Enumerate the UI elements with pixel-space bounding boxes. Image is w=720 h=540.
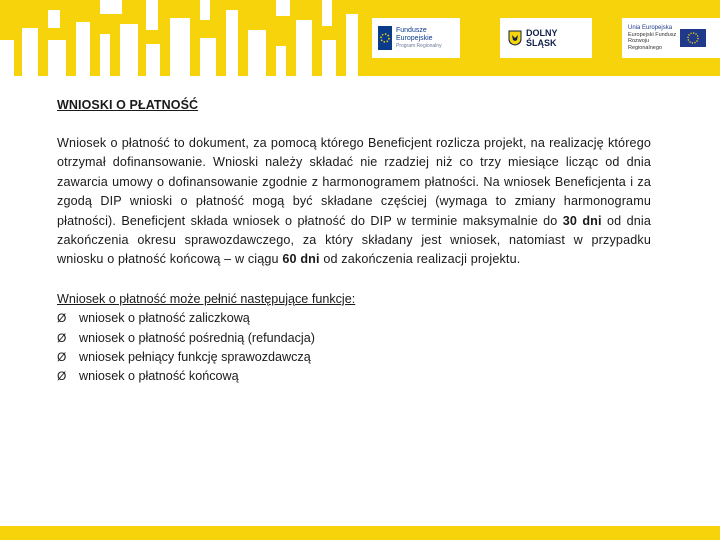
header-pattern	[0, 0, 720, 76]
eagle-crest-icon	[508, 30, 522, 46]
ds-line2: ŚLĄSK	[526, 38, 557, 48]
paragraph-bold-30-days: 30 dni	[562, 213, 602, 228]
logo-dolny-slask	[500, 18, 592, 58]
arrow-bullet-icon: Ø	[57, 330, 67, 345]
paragraph-bold-60-days: 60 dni	[282, 252, 320, 267]
list-item-text: wniosek o płatność zaliczkową	[79, 311, 250, 326]
arrow-bullet-icon: Ø	[57, 369, 67, 384]
document-content	[57, 98, 651, 387]
fe-line3: Program Regionalny	[396, 43, 442, 49]
fe-star-icon	[378, 26, 392, 50]
list-item-text: wniosek pełniący funkcję sprawozdawczą	[79, 350, 311, 365]
header-band	[0, 0, 720, 76]
ds-line1: DOLNY	[526, 28, 558, 38]
document-title: WNIOSKI O PŁATNOŚĆ	[57, 98, 199, 112]
logo-fundusze-europejskie	[372, 18, 460, 58]
function-list	[57, 309, 651, 387]
list-item-text: wniosek o płatność pośrednią (refundacja)	[79, 330, 315, 345]
arrow-bullet-icon: Ø	[57, 311, 67, 326]
footer-band	[0, 526, 720, 540]
paragraph-text-3: od zakończenia realizacji projektu.	[319, 252, 521, 267]
logo-unia-europejska	[622, 18, 720, 58]
ue-line1: Unia Europejska	[628, 25, 673, 31]
arrow-bullet-icon: Ø	[57, 350, 67, 365]
list-heading: Wniosek o płatność może pełnić następujące funkcje:	[57, 291, 356, 306]
paragraph-text-1: Wniosek o płatność to dokument, za pomocą którego Beneficjent rozlicza projekt, na realizację którego otrzymał dofinansowanie. Wnioski należy składać nie rzadziej niż co trzy miesiące licząc od dnia zawarcia umowy o dofinansowanie zgodnie z harmonogramem płatności. Na wniosek Beneficjenta i za zgodą DIP wnioski o płatność mogą być składane częściej (wymaga to zmiany harmonogramu płatności). Beneficjent składa wniosek o płatność do DIP w terminie maksymalnie do	[57, 136, 651, 228]
fe-line2: Europejskie	[396, 35, 433, 42]
fe-line1: Fundusze	[396, 27, 427, 34]
list-item	[57, 309, 651, 328]
eu-flag-icon	[680, 29, 706, 47]
list-item	[57, 329, 651, 348]
paragraph-text-2: od dnia zakończenia okresu sprawozdawczego, za który składany jest wniosek, natomiast w przypadku wniosku o płatność końcową – w ciągu	[57, 213, 651, 267]
body-paragraph	[57, 134, 651, 270]
ue-line2: Europejski Fundusz	[628, 31, 677, 38]
list-item-text: wniosek o płatność końcową	[79, 369, 239, 384]
list-item	[57, 348, 651, 367]
ue-line3: Rozwoju Regionalnego	[628, 38, 662, 51]
list-item	[57, 367, 651, 386]
